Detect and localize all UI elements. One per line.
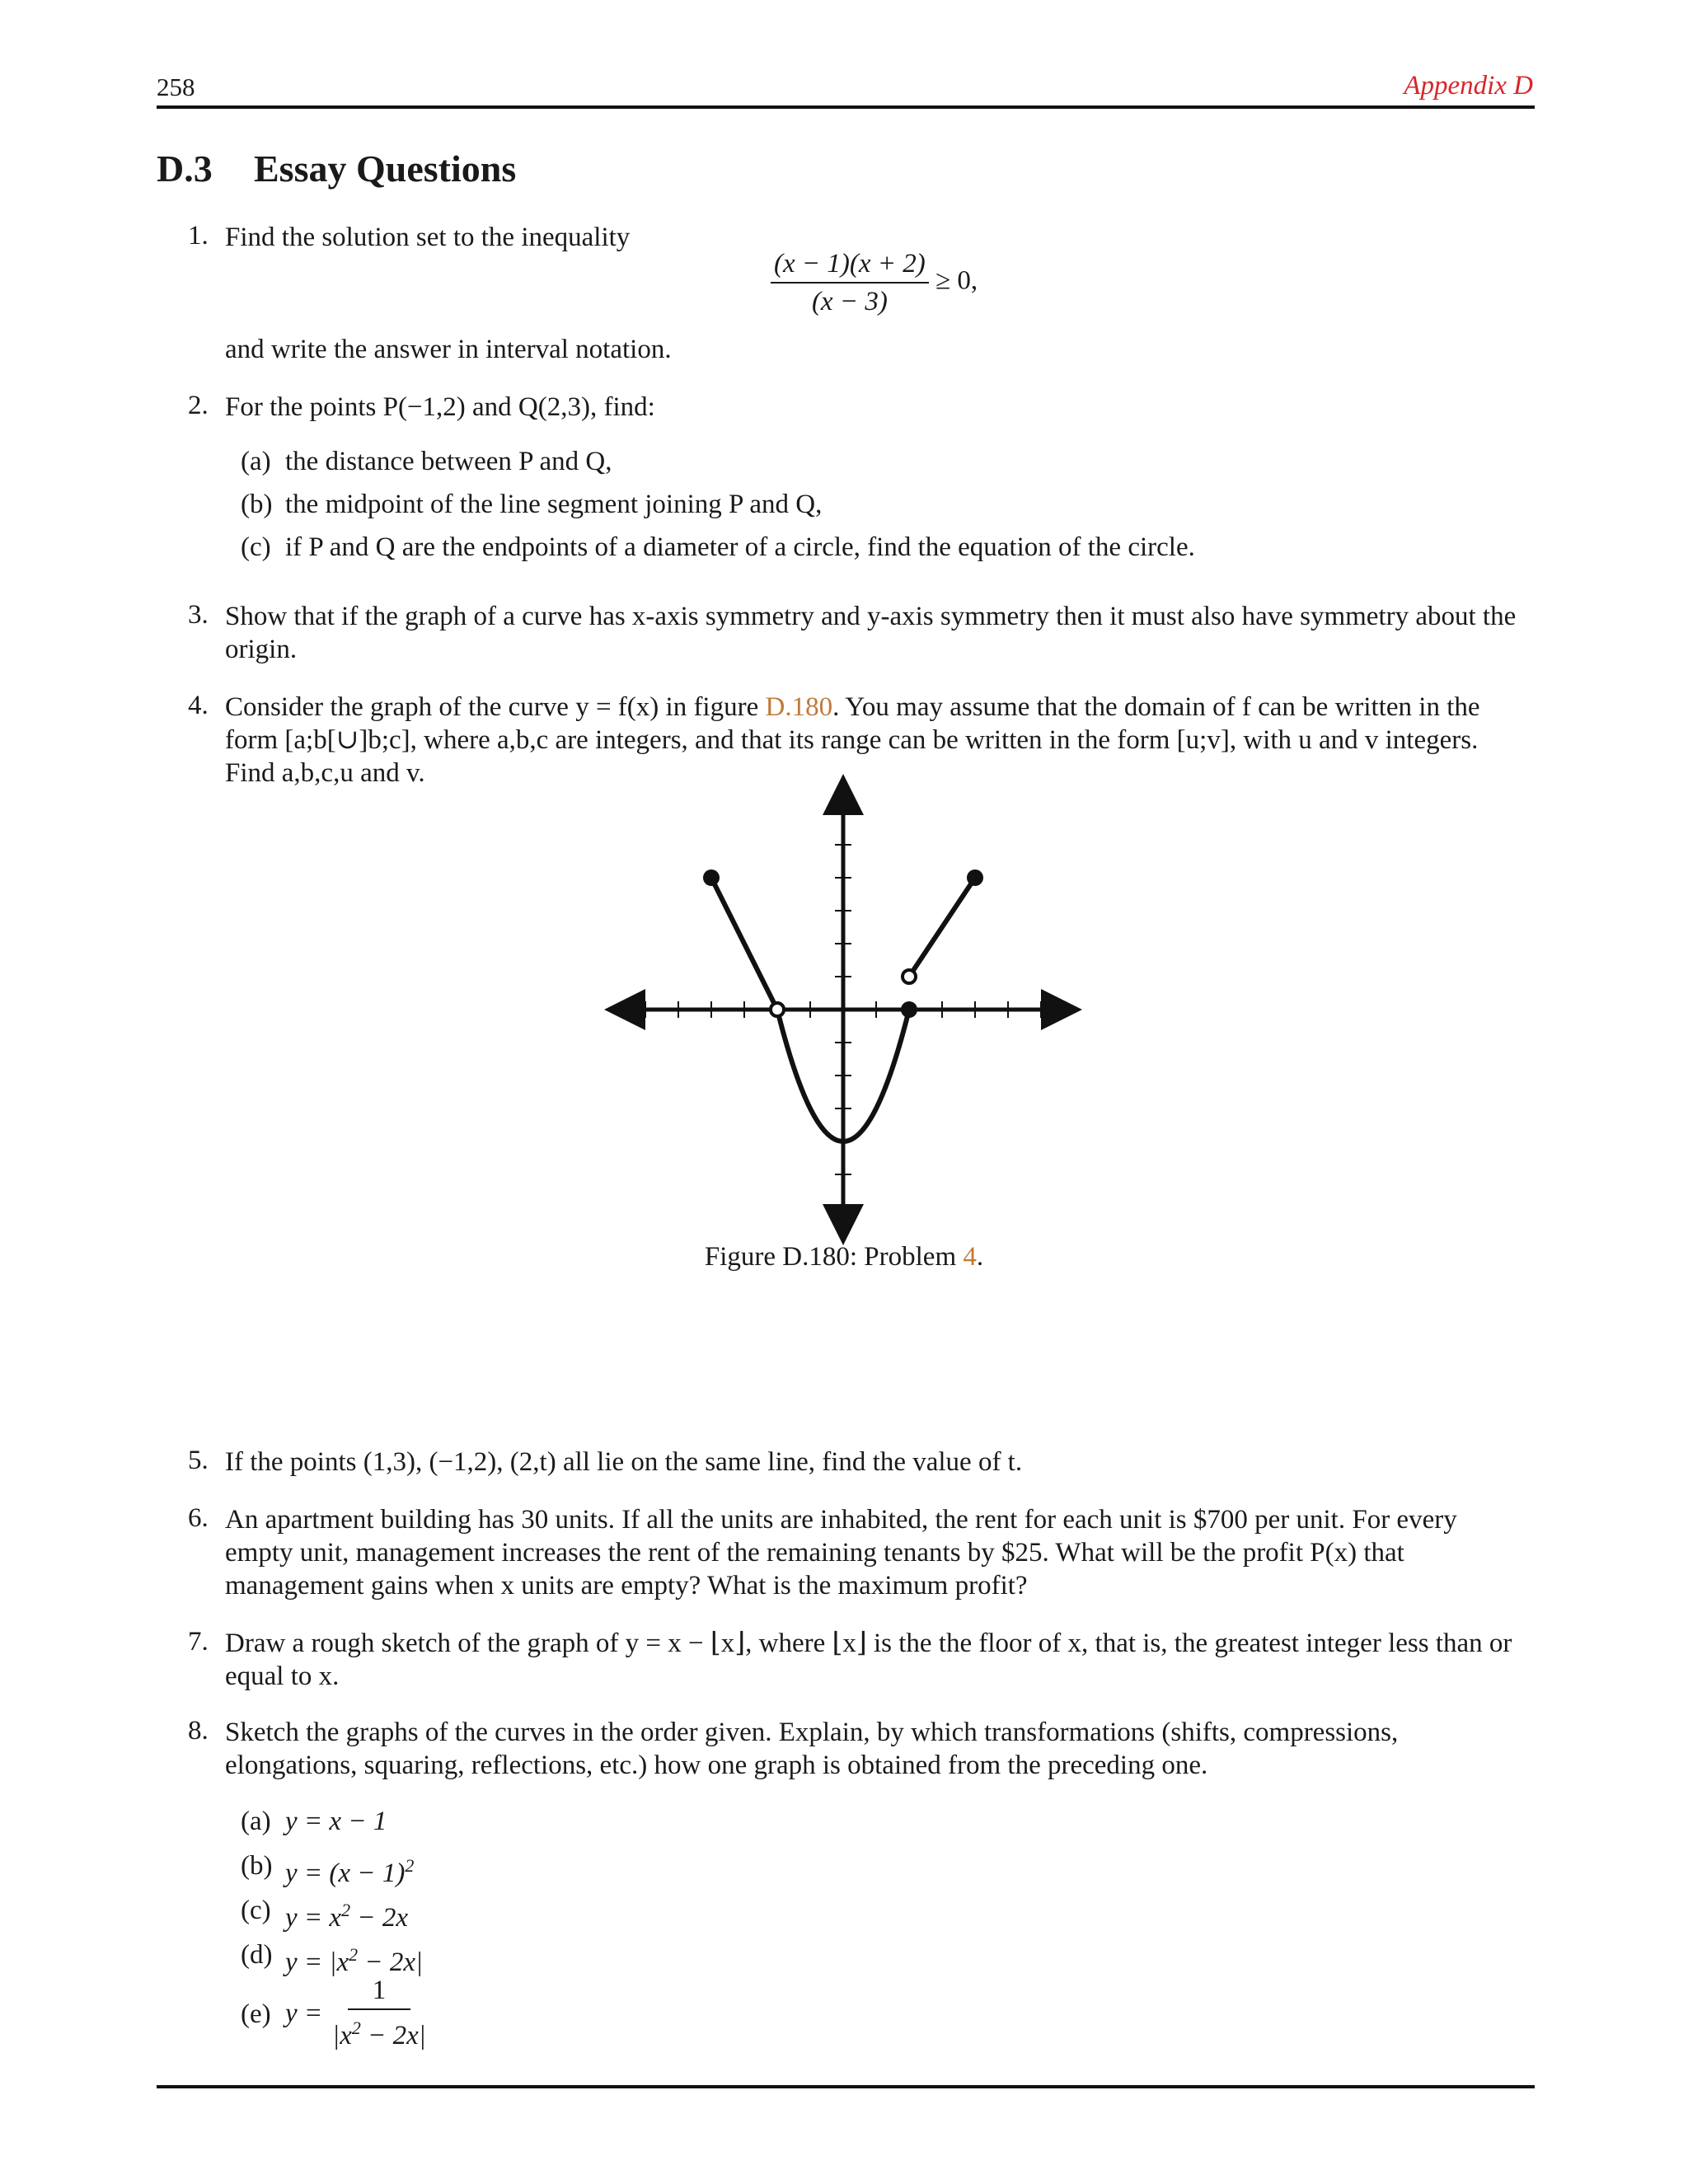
formula-text: y = (x − 1) <box>285 1858 406 1888</box>
formula-text: y = x <box>285 1903 342 1933</box>
formula-exponent: 2 <box>351 2018 361 2038</box>
formula-den-rest: − 2x| <box>360 2021 426 2050</box>
question-number: 1. <box>188 221 209 251</box>
q2-part-text: the distance between P and Q, <box>285 447 612 476</box>
q1-inequality <box>771 247 978 318</box>
question-number: 6. <box>188 1503 209 1533</box>
formula-numerator: 1 <box>348 1974 411 2010</box>
question-number: 7. <box>188 1627 209 1657</box>
q8-part-formula <box>285 1938 423 1979</box>
formula-denominator <box>329 2010 429 2052</box>
q8-part-label: (e) <box>241 1999 271 2029</box>
formula-exponent: 2 <box>405 1855 415 1876</box>
formula-exponent: 2 <box>349 1944 359 1965</box>
question-number: 8. <box>188 1716 209 1746</box>
q4-text: Consider the graph of the curve y = f(x) in figure <box>225 692 766 722</box>
closed-endpoint <box>967 869 983 886</box>
header-appendix-link[interactable]: Appendix D <box>1404 71 1533 101</box>
q2-text: For the points P(−1,2) and Q(2,3), find: <box>225 392 655 422</box>
q8-line: Sketch the graphs of the curves in the order given. Explain, by which transformations (shifts, compressions, <box>225 1718 1399 1747</box>
open-endpoint <box>903 970 916 983</box>
problem-link[interactable]: 4 <box>963 1242 977 1272</box>
q7-line: Draw a rough sketch of the graph of y = x − ⌊x⌋, where ⌊x⌋ is the the floor of x, that is, the greatest integer less than or <box>225 1629 1512 1658</box>
figure-reference-link[interactable]: D.180 <box>765 692 833 722</box>
q8-part-formula <box>285 1894 408 1934</box>
question-number: 2. <box>188 391 209 420</box>
q6-line: management gains when x units are empty? What is the maximum profit? <box>225 1571 1028 1601</box>
question-number: 4. <box>188 691 209 720</box>
footer-rule <box>157 2085 1535 2088</box>
q6-line: An apartment building has 30 units. If all the units are inhabited, the rent for each unit is $700 per unit. For every <box>225 1505 1457 1535</box>
section-title: Essay Questions <box>254 148 517 190</box>
q8-part-formula <box>285 1849 414 1890</box>
formula-text: y = |x <box>285 1947 349 1977</box>
figure-caption-text: Figure D.180: Problem <box>704 1242 964 1272</box>
open-endpoint <box>771 1003 784 1016</box>
q1-relation: ≥ 0, <box>935 265 978 296</box>
formula-den-text: |x <box>332 2021 352 2050</box>
q8-part-label: (d) <box>241 1940 273 1970</box>
q8-part-label: (a) <box>241 1807 271 1836</box>
q3-line: origin. <box>225 635 298 664</box>
q2-part-label: (c) <box>241 532 271 562</box>
q8-part-formula: y = x − 1 <box>285 1807 387 1836</box>
q2-part-label: (a) <box>241 447 271 476</box>
curve-segment <box>909 878 975 977</box>
question-number: 5. <box>188 1446 209 1475</box>
question-number: 3. <box>188 600 209 630</box>
q3-line: Show that if the graph of a curve has x-axis symmetry and y-axis symmetry then it must also have symmetry about the <box>225 602 1517 631</box>
q2-part-text: the midpoint of the line segment joining P and Q, <box>285 490 823 519</box>
q4-line: Find a,b,c,u and v. <box>225 758 425 788</box>
page-number: 258 <box>157 73 195 101</box>
closed-endpoint <box>703 869 720 886</box>
q8-line: elongations, squaring, reflections, etc.) how one graph is obtained from the preceding one. <box>225 1750 1208 1780</box>
q2-part-text: if P and Q are the endpoints of a diameter of a circle, find the equation of the circle. <box>285 532 1195 562</box>
q6-line: empty unit, management increases the rent of the remaining tenants by $25. What will be the profit P(x) that <box>225 1538 1404 1568</box>
q4-line: form [a;b[∪]b;c], where a,b,c are integers, and that its range can be written in the form [u;v], with u and v integers. <box>225 725 1479 755</box>
q8-part-formula <box>285 1974 429 2052</box>
section-number: D.3 <box>157 148 213 190</box>
q1-denominator: (x − 3) <box>811 287 888 316</box>
formula-rest: − 2x| <box>358 1947 424 1977</box>
q1-after: and write the answer in interval notation. <box>225 335 672 364</box>
q8-part-label: (b) <box>241 1851 273 1881</box>
q5-text: If the points (1,3), (−1,2), (2,t) all lie on the same line, find the value of t. <box>225 1447 1023 1477</box>
curve-segment <box>711 878 777 1010</box>
q8-part-label: (c) <box>241 1896 271 1925</box>
figure-caption-suffix: . <box>976 1242 984 1272</box>
q2-part-label: (b) <box>241 490 273 519</box>
header-rule <box>157 105 1535 109</box>
q4-line <box>225 691 1480 724</box>
formula-rest: − 2x <box>350 1903 408 1933</box>
formula-lhs: y = <box>285 1998 323 2028</box>
formula-exponent: 2 <box>341 1900 351 1920</box>
q7-line: equal to x. <box>225 1661 340 1691</box>
q4-text: . You may assume that the domain of f can be written in the <box>832 692 1480 722</box>
q1-numerator: (x − 1)(x + 2) <box>771 247 929 284</box>
q1-text: Find the solution set to the inequality <box>225 223 631 252</box>
figure-graph <box>602 771 1096 1249</box>
closed-endpoint <box>901 1001 917 1018</box>
axes <box>612 782 1074 1237</box>
figure-caption <box>0 1240 1688 1273</box>
